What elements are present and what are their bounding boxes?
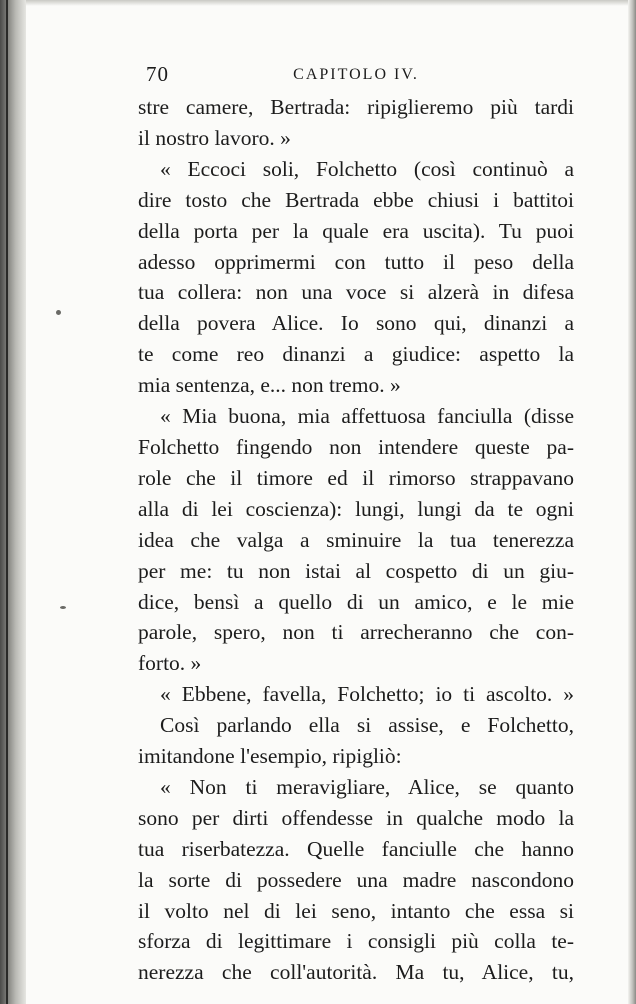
text-line: « Non ti meravigliare, Alice, se quanto (160, 774, 574, 799)
text-line: tua collera: non una voce si alzerà in difesa (138, 280, 574, 305)
text-line: dire tosto che Bertrada ebbe chiusi i battitoi (138, 187, 574, 212)
text-line: « Mia buona, mia affettuosa fanciulla (disse (160, 404, 574, 429)
text-line: sono per dirti offendesse in qualche modo la (138, 805, 574, 830)
book-gutter-line (6, 0, 8, 1004)
text-line: il nostro lavoro. » (138, 125, 291, 150)
text-line: della povera Alice. Io sono qui, dinanzi a (138, 311, 574, 336)
text-line: per me: tu non istai al cospetto di un giu- (138, 558, 574, 583)
text-line: « Ebbene, favella, Folchetto; io ti ascolto. » (160, 682, 574, 707)
text-line: mia sentenza, e... non tremo. » (138, 373, 401, 398)
running-header (138, 62, 574, 92)
book-page (138, 62, 574, 988)
text-line: « Eccoci soli, Folchetto (così continuò a (160, 156, 574, 181)
page-right-edge (628, 0, 636, 1004)
text-line: adesso opprimermi con tutto il peso della (138, 249, 574, 274)
text-line: Folchetto fingendo non intendere queste pa- (138, 434, 574, 459)
book-spine-shadow (0, 0, 26, 1004)
text-line: imitandone l'esempio, ripigliò: (138, 744, 402, 769)
text-line: nerezza che coll'autorità. Ma tu, Alice, tu, (138, 960, 574, 985)
text-line: parole, spero, non ti arrecheranno che con- (138, 620, 574, 645)
text-line: tua riserbatezza. Quelle fanciulle che hanno (138, 836, 574, 861)
chapter-title: CAPITOLO IV. (293, 66, 419, 83)
text-line: idea che valga a sminuire la tua tenerezza (138, 527, 574, 552)
text-line: il volto nel di lei seno, intanto che essa si (138, 898, 574, 923)
paper-speck (56, 310, 61, 315)
text-line: te come reo dinanzi a giudice: aspetto la (138, 342, 574, 367)
text-line: la sorte di possedere una madre nascondono (138, 867, 574, 892)
text-line: sforza di legittimare i consigli più colla te- (138, 929, 574, 954)
text-line: della porta per la quale era uscita). Tu puoi (138, 218, 574, 243)
text-line: alla di lei coscienza): lungi, lungi da te ogni (138, 496, 574, 521)
page-top-edge (26, 0, 636, 6)
body-text (138, 92, 574, 988)
text-line: role che il timore ed il rimorso strappavano (138, 465, 574, 490)
text-line: dice, bensì a quello di un amico, e le mie (138, 589, 574, 614)
text-line: Così parlando ella si assise, e Folchetto, (160, 713, 574, 738)
paper-speck (60, 606, 66, 609)
page-number: 70 (146, 62, 169, 86)
text-line: forto. » (138, 651, 202, 676)
text-line: stre camere, Bertrada: ripiglieremo più tardi (138, 95, 574, 119)
